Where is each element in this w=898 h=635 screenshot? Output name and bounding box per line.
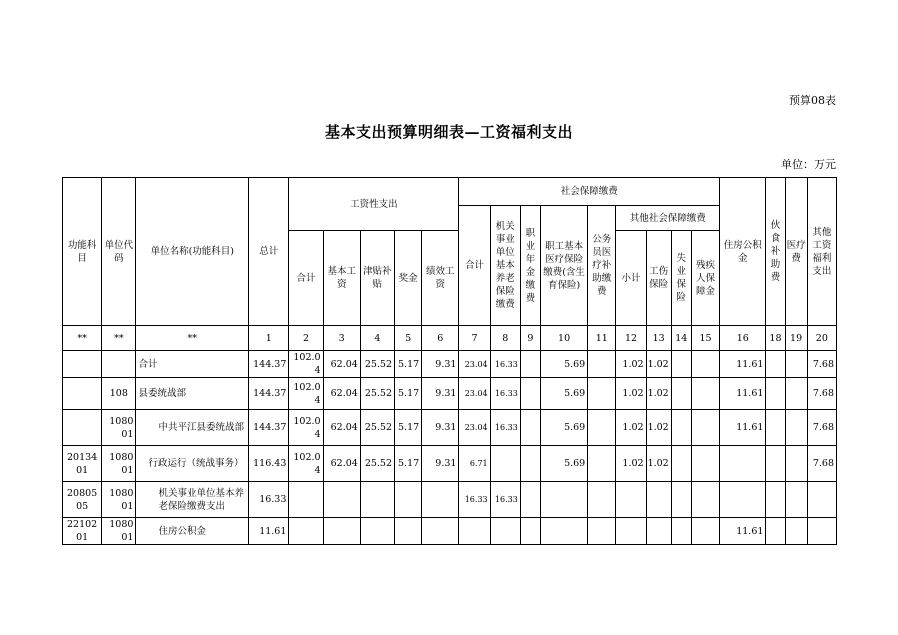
other-welfare-cell: 7.68 <box>807 410 836 446</box>
total-cell: 11.61 <box>249 518 289 545</box>
index-cell: 10 <box>540 326 587 351</box>
other-subtotal-cell: 1.02 <box>616 378 646 410</box>
performance-cell: 9.31 <box>422 378 459 410</box>
index-cell: 5 <box>395 326 422 351</box>
index-cell: 4 <box>360 326 394 351</box>
injury-cell <box>646 518 671 545</box>
index-cell: ** <box>63 326 102 351</box>
civil-medical-cell <box>588 482 616 518</box>
bonus-cell: 5.17 <box>395 378 422 410</box>
basic-wage-cell <box>323 518 360 545</box>
social-total-cell <box>459 518 490 545</box>
unit-name-cell: 住房公积金 <box>136 518 249 545</box>
wage-total-cell: 102.04 <box>289 378 323 410</box>
basic-wage-cell <box>323 482 360 518</box>
table-row <box>63 378 837 410</box>
index-cell: 1 <box>249 326 289 351</box>
performance-cell: 9.31 <box>422 410 459 446</box>
civil-medical-cell <box>588 518 616 545</box>
injury-cell <box>646 482 671 518</box>
header-civil-medical: 公务员医疗补助缴费 <box>588 206 616 326</box>
header-injury: 工伤保险 <box>646 231 671 326</box>
unemployment-cell <box>671 351 691 378</box>
unemployment-cell <box>671 410 691 446</box>
bonus-cell: 5.17 <box>395 410 422 446</box>
table-row <box>63 410 837 446</box>
index-cell: 6 <box>422 326 459 351</box>
other-welfare-cell: 7.68 <box>807 378 836 410</box>
header-bonus: 奖金 <box>395 231 422 326</box>
annuity-cell <box>520 351 540 378</box>
header-pension: 机关事业单位基本养老保险缴费 <box>490 206 520 326</box>
unemployment-cell <box>671 482 691 518</box>
disability-cell <box>691 518 719 545</box>
header-other-welfare: 其他工资福利支出 <box>807 178 836 326</box>
total-cell: 144.37 <box>249 351 289 378</box>
civil-medical-cell <box>588 378 616 410</box>
housing-fund-cell: 11.61 <box>720 410 766 446</box>
social-total-cell: 16.33 <box>459 482 490 518</box>
bonus-cell: 5.17 <box>395 446 422 482</box>
header-wage-group: 工资性支出 <box>289 178 459 231</box>
allowance-cell: 25.52 <box>360 351 394 378</box>
medical-fee-cell <box>785 351 807 378</box>
unit-name-cell: 机关事业单位基本养老保险缴费支出 <box>136 482 249 518</box>
total-cell: 144.37 <box>249 378 289 410</box>
header-wage-total: 合计 <box>289 231 323 326</box>
other-subtotal-cell: 1.02 <box>616 410 646 446</box>
medical-cell: 5.69 <box>540 378 587 410</box>
allowance-cell: 25.52 <box>360 446 394 482</box>
header-housing-fund: 住房公积金 <box>720 178 766 326</box>
basic-wage-cell: 62.04 <box>323 446 360 482</box>
header-other-social-group: 其他社会保障缴费 <box>616 206 720 231</box>
index-cell: 2 <box>289 326 323 351</box>
disability-cell <box>691 351 719 378</box>
page-title: 基本支出预算明细表—工资福利支出 <box>324 123 573 141</box>
unemployment-cell <box>671 518 691 545</box>
header-medical: 职工基本医疗保险缴费(含生育保险) <box>540 206 587 326</box>
wage-total-cell: 102.04 <box>289 410 323 446</box>
unit-code-cell: 108001 <box>102 446 136 482</box>
index-cell: 3 <box>323 326 360 351</box>
bonus-cell: 5.17 <box>395 351 422 378</box>
performance-cell <box>422 518 459 545</box>
unit-name-cell: 行政运行（统战事务） <box>136 446 249 482</box>
index-cell: ** <box>136 326 249 351</box>
annuity-cell <box>520 378 540 410</box>
func-code-cell <box>63 410 102 446</box>
table-row <box>63 446 837 482</box>
index-cell: 16 <box>720 326 766 351</box>
table-row <box>63 351 837 378</box>
total-cell: 116.43 <box>249 446 289 482</box>
annuity-cell <box>520 410 540 446</box>
unit-code-cell: 108 <box>102 378 136 410</box>
index-cell: ** <box>102 326 136 351</box>
annuity-cell <box>520 482 540 518</box>
expense-table <box>62 177 837 545</box>
header-social-total: 合计 <box>459 206 490 326</box>
header-row-1 <box>63 178 837 206</box>
performance-cell: 9.31 <box>422 446 459 482</box>
index-cell: 19 <box>785 326 807 351</box>
header-social-group: 社会保障缴费 <box>459 178 720 206</box>
pension-cell: 16.33 <box>490 482 520 518</box>
other-subtotal-cell: 1.02 <box>616 351 646 378</box>
meal-allowance-cell <box>766 410 785 446</box>
header-unit-code: 单位代码 <box>102 178 136 326</box>
civil-medical-cell <box>588 446 616 482</box>
unit-code-cell: 108001 <box>102 410 136 446</box>
social-total-cell: 23.04 <box>459 351 490 378</box>
other-welfare-cell <box>807 518 836 545</box>
other-welfare-cell: 7.68 <box>807 446 836 482</box>
other-welfare-cell: 7.68 <box>807 351 836 378</box>
social-total-cell: 6.71 <box>459 446 490 482</box>
annuity-cell <box>520 446 540 482</box>
allowance-cell <box>360 518 394 545</box>
disability-cell <box>691 410 719 446</box>
wage-total-cell <box>289 482 323 518</box>
index-cell: 13 <box>646 326 671 351</box>
unit-code-cell: 108001 <box>102 482 136 518</box>
header-unemployment: 失业保险 <box>671 231 691 326</box>
index-cell: 7 <box>459 326 490 351</box>
header-total: 总计 <box>249 178 289 326</box>
injury-cell: 1.02 <box>646 351 671 378</box>
unit-label: 单位：万元 <box>781 158 836 171</box>
other-subtotal-cell: 1.02 <box>616 446 646 482</box>
medical-cell: 5.69 <box>540 446 587 482</box>
basic-wage-cell: 62.04 <box>323 410 360 446</box>
unit-name-cell: 中共平江县委统战部 <box>136 410 249 446</box>
index-cell: 12 <box>616 326 646 351</box>
meal-allowance-cell <box>766 446 785 482</box>
disability-cell <box>691 378 719 410</box>
medical-cell <box>540 482 587 518</box>
medical-fee-cell <box>785 518 807 545</box>
civil-medical-cell <box>588 351 616 378</box>
injury-cell: 1.02 <box>646 410 671 446</box>
total-cell: 144.37 <box>249 410 289 446</box>
housing-fund-cell: 11.61 <box>720 378 766 410</box>
pension-cell <box>490 518 520 545</box>
bonus-cell <box>395 482 422 518</box>
unit-code-cell: 108001 <box>102 518 136 545</box>
other-subtotal-cell <box>616 482 646 518</box>
allowance-cell: 25.52 <box>360 378 394 410</box>
func-code-cell: 2210201 <box>63 518 102 545</box>
form-number: 预算08表 <box>789 94 836 107</box>
index-cell: 8 <box>490 326 520 351</box>
social-total-cell: 23.04 <box>459 378 490 410</box>
housing-fund-cell <box>720 446 766 482</box>
func-code-cell <box>63 378 102 410</box>
index-cell: 15 <box>691 326 719 351</box>
allowance-cell: 25.52 <box>360 410 394 446</box>
bonus-cell <box>395 518 422 545</box>
index-cell: 14 <box>671 326 691 351</box>
index-cell: 9 <box>520 326 540 351</box>
basic-wage-cell: 62.04 <box>323 351 360 378</box>
wage-total-cell: 102.04 <box>289 351 323 378</box>
medical-cell: 5.69 <box>540 410 587 446</box>
header-basic-wage: 基本工资 <box>323 231 360 326</box>
disability-cell <box>691 482 719 518</box>
header-other-subtotal: 小计 <box>616 231 646 326</box>
housing-fund-cell: 11.61 <box>720 518 766 545</box>
meal-allowance-cell <box>766 482 785 518</box>
housing-fund-cell: 11.61 <box>720 351 766 378</box>
table-row <box>63 518 837 545</box>
func-code-cell: 2080505 <box>63 482 102 518</box>
pension-cell: 16.33 <box>490 410 520 446</box>
meal-allowance-cell <box>766 351 785 378</box>
pension-cell: 16.33 <box>490 351 520 378</box>
index-cell: 20 <box>807 326 836 351</box>
total-cell: 16.33 <box>249 482 289 518</box>
annuity-cell <box>520 518 540 545</box>
pension-cell <box>490 446 520 482</box>
func-code-cell: 2013401 <box>63 446 102 482</box>
meal-allowance-cell <box>766 518 785 545</box>
pension-cell: 16.33 <box>490 378 520 410</box>
header-annuity: 职业年金缴费 <box>520 206 540 326</box>
other-subtotal-cell <box>616 518 646 545</box>
meal-allowance-cell <box>766 378 785 410</box>
unemployment-cell <box>671 378 691 410</box>
header-allowance: 津贴补贴 <box>360 231 394 326</box>
basic-wage-cell: 62.04 <box>323 378 360 410</box>
housing-fund-cell <box>720 482 766 518</box>
unemployment-cell <box>671 446 691 482</box>
index-cell: 11 <box>588 326 616 351</box>
other-welfare-cell <box>807 482 836 518</box>
header-performance: 绩效工资 <box>422 231 459 326</box>
table-row <box>63 482 837 518</box>
social-total-cell: 23.04 <box>459 410 490 446</box>
wage-total-cell: 102.04 <box>289 446 323 482</box>
index-row <box>63 326 837 351</box>
unit-code-cell <box>102 351 136 378</box>
unit-name-cell: 县委统战部 <box>136 378 249 410</box>
performance-cell <box>422 482 459 518</box>
medical-cell: 5.69 <box>540 351 587 378</box>
index-cell: 18 <box>766 326 785 351</box>
medical-fee-cell <box>785 410 807 446</box>
allowance-cell <box>360 482 394 518</box>
header-meal-allowance: 伙食补助费 <box>766 178 785 326</box>
medical-fee-cell <box>785 378 807 410</box>
disability-cell <box>691 446 719 482</box>
unit-name-cell: 合计 <box>136 351 249 378</box>
medical-cell <box>540 518 587 545</box>
medical-fee-cell <box>785 482 807 518</box>
header-unit-name: 单位名称(功能科目) <box>136 178 249 326</box>
header-disability: 残疾人保障金 <box>691 231 719 326</box>
medical-fee-cell <box>785 446 807 482</box>
func-code-cell <box>63 351 102 378</box>
header-medical-fee: 医疗费 <box>785 178 807 326</box>
wage-total-cell <box>289 518 323 545</box>
injury-cell: 1.02 <box>646 378 671 410</box>
civil-medical-cell <box>588 410 616 446</box>
header-func-code: 功能科目 <box>63 178 102 326</box>
injury-cell: 1.02 <box>646 446 671 482</box>
performance-cell: 9.31 <box>422 351 459 378</box>
